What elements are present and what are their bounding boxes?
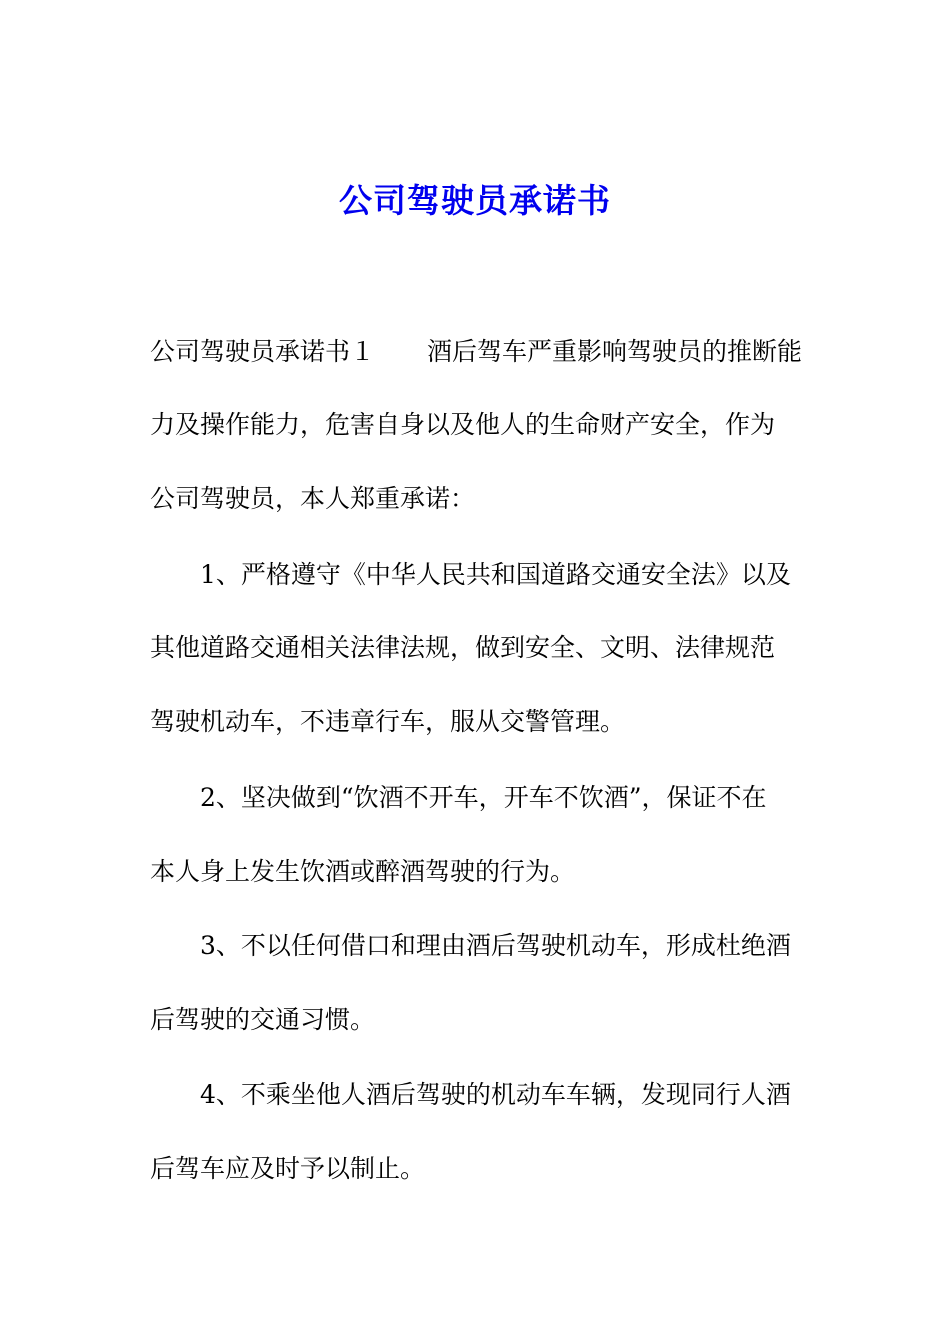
paragraph-line: 本人身上发生饮酒或醉酒驾驶的行为。	[150, 857, 576, 886]
commitment-item-1: 1、严格遵守《中华人民共和国道路交通安全法》以及	[200, 560, 791, 589]
section-heading: 公司驾驶员承诺书１	[150, 337, 376, 366]
paragraph-line	[150, 335, 810, 369]
commitment-item-4: 4、不乘坐他人酒后驾驶的机动车车辆，发现同行人酒	[200, 1080, 791, 1109]
commitment-item-2: 2、坚决做到“饮酒不开车，开车不饮酒”，保证不在	[200, 783, 767, 812]
paragraph-line: 力及操作能力，危害自身以及他人的生命财产安全，作为	[150, 410, 776, 439]
commitment-item-3: 3、不以任何借口和理由酒后驾驶机动车，形成杜绝酒	[200, 931, 791, 960]
paragraph-line: 其他道路交通相关法律法规，做到安全、文明、法律规范	[150, 633, 776, 662]
paragraph-line: 后驾驶的交通习惯。	[150, 1005, 376, 1034]
paragraph-line: 公司驾驶员，本人郑重承诺：	[150, 484, 476, 513]
paragraph-line: 后驾车应及时予以制止。	[150, 1154, 426, 1183]
paragraph-text: 酒后驾车严重影响驾驶员的推断能	[427, 337, 803, 366]
document-title: 公司驾驶员承诺书	[339, 181, 611, 220]
paragraph-line: 驾驶机动车，不违章行车，服从交警管理。	[150, 707, 626, 736]
